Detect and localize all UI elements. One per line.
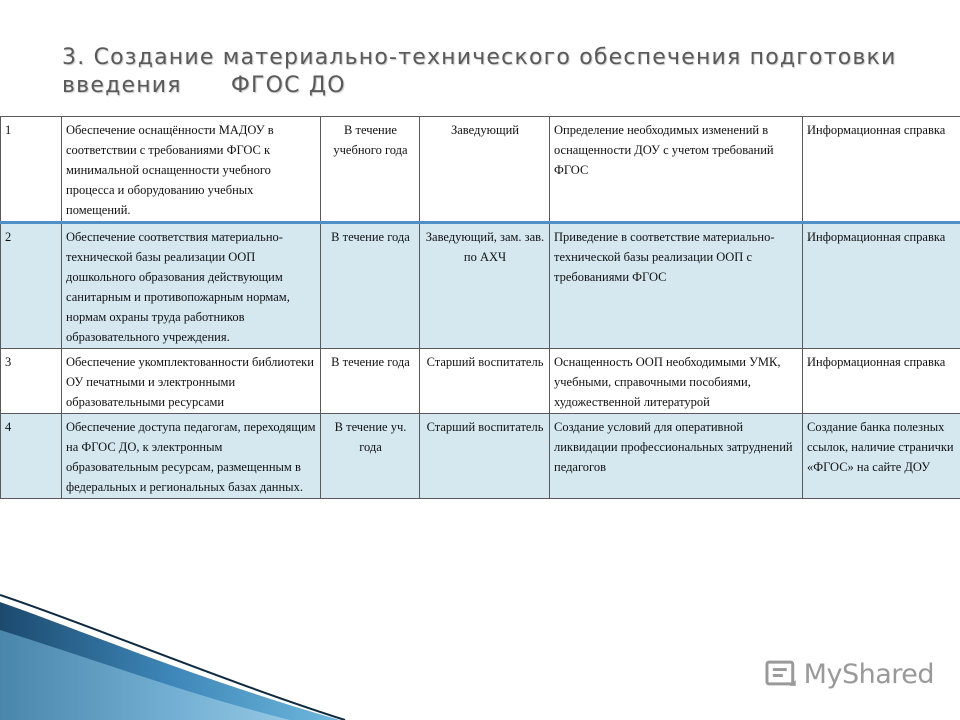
table-row — [1, 349, 960, 414]
row-document: Информационная справка — [803, 117, 960, 223]
row-term: В течение года — [321, 223, 420, 349]
table-row — [1, 414, 960, 499]
row-action: Обеспечение укомплектованности библиотеки ОУ печатными и электронными образовательными ресурсами — [62, 349, 321, 414]
row-responsible: Заведующий — [420, 117, 550, 223]
row-responsible: Старший воспитатель — [420, 414, 550, 499]
row-responsible: Заведующий, зам. зав. по АХЧ — [420, 223, 550, 349]
table-row — [1, 223, 960, 349]
row-responsible: Старший воспитатель — [420, 349, 550, 414]
row-result: Приведение в соответствие материально-технической базы реализации ООП с требованиями ФГОС — [550, 223, 803, 349]
slide-title-line-1: 3. Создание материально-технического обеспечения подготовки — [62, 45, 897, 70]
row-action: Обеспечение соответствия материально-технической базы реализации ООП дошкольного образования действующим санитарным и противопожарным нормам, нормам охраны труда работников образовательного учреждения. — [62, 223, 321, 349]
row-result: Определение необходимых изменений в оснащенности ДОУ с учетом требований ФГОС — [550, 117, 803, 223]
row-term: В течение учебного года — [321, 117, 420, 223]
row-document: Информационная справка — [803, 349, 960, 414]
row-number: 4 — [1, 414, 62, 499]
myshared-logo-text: MyShared — [803, 658, 934, 690]
row-number: 3 — [1, 349, 62, 414]
table-row — [1, 117, 960, 223]
row-result: Создание условий для оперативной ликвидации профессиональных затруднений педагогов — [550, 414, 803, 499]
row-number: 1 — [1, 117, 62, 223]
row-term: В течение года — [321, 349, 420, 414]
row-document: Информационная справка — [803, 223, 960, 349]
myshared-logo-icon — [764, 656, 800, 692]
row-action: Обеспечение доступа педагогам, переходящим на ФГОС ДО, к электронным образовательным ресурсам, размещенным в федеральных и региональных базах данных. — [62, 414, 321, 499]
slide-title-line-2: введения ФГОС ДО — [62, 73, 346, 98]
myshared-logo — [764, 654, 934, 694]
row-number: 2 — [1, 223, 62, 349]
plan-table — [0, 116, 960, 499]
row-action: Обеспечение оснащённости МАДОУ в соответствии с требованиями ФГОС к минимальной оснащенности учебного процесса и оборудованию учебных помещений. — [62, 117, 321, 223]
decorative-swoosh — [0, 580, 960, 720]
row-term: В течение уч. года — [321, 414, 420, 499]
row-result: Оснащенность ООП необходимыми УМК, учебными, справочными пособиями, художественной литературой — [550, 349, 803, 414]
row-document: Создание банка полезных ссылок, наличие странички «ФГОС» на сайте ДОУ — [803, 414, 960, 499]
slide-title — [62, 44, 942, 100]
